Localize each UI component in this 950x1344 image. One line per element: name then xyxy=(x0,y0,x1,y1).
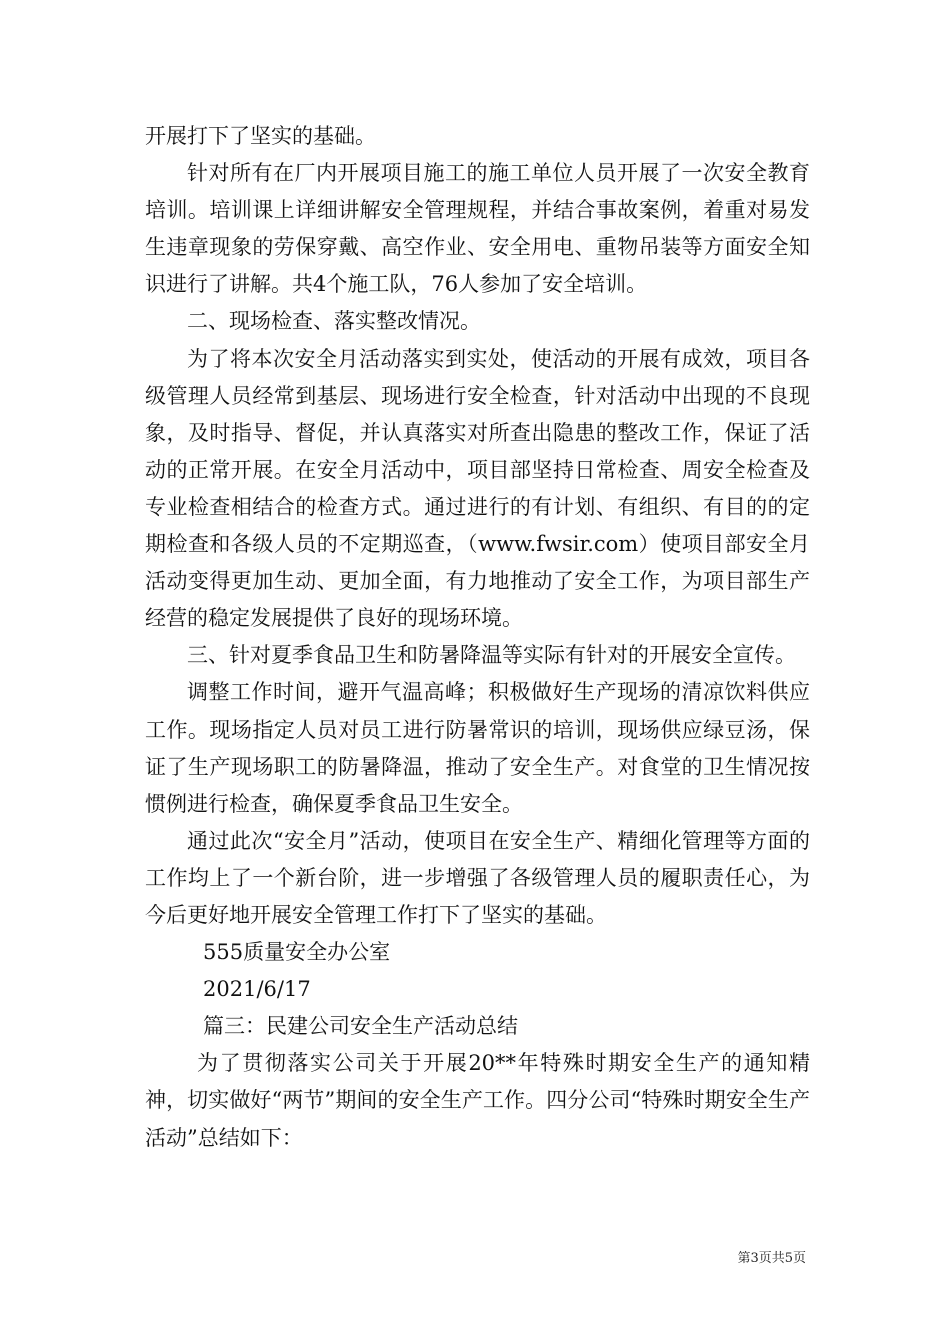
paragraph-training: 针对所有在厂内开展项目施工的施工单位人员开展了一次安全教育培训。培训课上详细讲解安全管理规程，并结合事故案例，着重对易发生违章现象的劳保穿戴、高空作业、安全用电、重物吊装等方面安全知识进行了讲解。共4个施工队，76人参加了安全培训。 xyxy=(145,161,810,297)
document-body xyxy=(145,118,810,1157)
page-number: 第3页共5页 xyxy=(737,1251,806,1266)
section-heading-summer: 三、针对夏季食品卫生和防暑降温等实际有针对的开展安全宣传。 xyxy=(187,643,796,668)
section-title-article-three: 篇三：民建公司安全生产活动总结 xyxy=(203,1014,518,1039)
paragraph-summer: 调整工作时间，避开气温高峰；积极做好生产现场的清凉饮料供应工作。现场指定人员对员工进行防暑常识的培训，现场供应绿豆汤，保证了生产现场职工的防暑降温，推动了安全生产。对食堂的卫生情况按惯例进行检查，确保夏季食品卫生安全。 xyxy=(145,680,810,816)
section-heading-inspection: 二、现场检查、落实整改情况。 xyxy=(187,309,481,334)
signature-office: 555质量安全办公室 xyxy=(203,940,391,965)
signature-date: 2021/6/17 xyxy=(203,977,311,1002)
paragraph-inspection: 为了将本次安全月活动落实到实处，使活动的开展有成效，项目各级管理人员经常到基层、现场进行安全检查，针对活动中出现的不良现象，及时指导、督促，并认真落实对所查出隐患的整改工作，保证了活动的正常开展。在安全月活动中，项目部坚持日常检查、周安全检查及专业检查相结合的检查方式。通过进行的有计划、有组织、有目的的定期检查和各级人员的不定期巡查，（www.fwsir.com）使项目部安全月活动变得更加生动、更加全面，有力地推动了安全工作，为项目部生产经营的稳定发展提供了良好的现场环境。 xyxy=(145,346,810,631)
paragraph-continuation: 开展打下了坚实的基础。 xyxy=(145,124,376,148)
paragraph-article-three-intro: 为了贯彻落实公司关于开展20**年特殊时期安全生产的通知精神，切实做好“两节”期间的安全生产工作。四分公司“特殊时期安全生产活动”总结如下： xyxy=(145,1051,810,1150)
paragraph-conclusion: 通过此次“安全月”活动，使项目在安全生产、精细化管理等方面的工作均上了一个新台阶，进一步增强了各级管理人员的履职责任心，为今后更好地开展安全管理工作打下了坚实的基础。 xyxy=(145,828,810,927)
